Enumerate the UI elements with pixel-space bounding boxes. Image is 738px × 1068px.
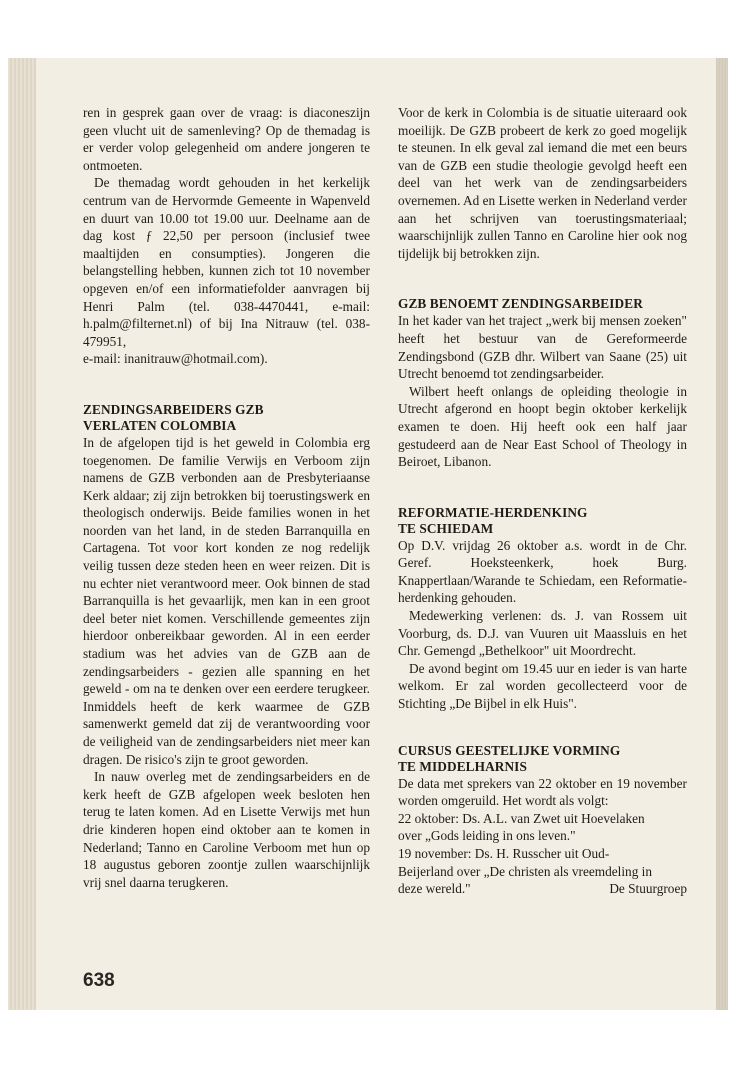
paragraph: ren in gesprek gaan over de vraag: is diaconeszijn geen vlucht uit de samenleving? Op de themadag is er verder volop gelegenheid om andere jongeren te ontmoeten. <box>83 105 370 173</box>
paragraph-email: e-mail: inanitrauw@hotmail.com). <box>83 351 268 367</box>
page-edges-left <box>8 58 38 1010</box>
heading-line: TE SCHIEDAM <box>398 520 494 536</box>
heading-line: ZENDINGSARBEIDERS GZB <box>83 401 264 417</box>
schedule-line: 19 november: Ds. H. Russcher uit Oud- <box>398 846 610 861</box>
article-heading <box>398 296 687 312</box>
article-heading <box>398 505 687 537</box>
schedule-line: deze wereld." <box>398 881 471 897</box>
paragraph: Wilbert heeft onlangs de opleiding theologie in Utrecht afgerond en hoopt begin oktober kerkelijk examen te doen. Hij heeft ook een half jaar gestudeerd aan de Near East School of Theology in Beiroet, Libanon. <box>398 383 687 470</box>
schedule-line: over „Gods leiding in ons leven." <box>398 828 576 844</box>
paragraph: De themadag wordt gehouden in het kerkelijk centrum van de Hervormde Gemeente in Wapenveld en duurt van 10.00 tot 19.00 uur. Deelname aan de dag kost ƒ 22,50 per persoon (inclusief twee maaltijden en consumpties). Jongeren die belangstelling hebben, kunnen zich tot 10 november opgeven en/of een informatiefolder aanvragen bij Henri Palm (tel. 038-4470441, e-mail: h.palm@filternet.nl) of bij Ina Nitrauw (tel. 038-479951, <box>83 175 370 349</box>
heading-line: GZB BENOEMT ZENDINGSARBEIDER <box>398 296 643 312</box>
heading-line: CURSUS GEESTELIJKE VORMING <box>398 742 621 758</box>
page-number: 638 <box>83 970 115 991</box>
closing-row <box>398 880 687 898</box>
paragraph: In nauw overleg met de zendingsarbeiders en de kerk heeft de GZB afgelopen week besloten hen terug te laten komen. Ad en Lisette Verwijs met hun drie kinderen hopen eind oktober aan te komen in Nederland; Tanno en Caroline Verboom met hun op 18 augustus geboren zoontje zullen waarschijnlijk vrij snel daarna terugkeren. <box>83 769 370 890</box>
heading-line: TE MIDDELHARNIS <box>398 758 527 774</box>
paragraph: De data met sprekers van 22 oktober en 19 november worden omgeruild. Het wordt als volgt: <box>398 775 687 809</box>
schedule-line: Beijerland over „De christen als vreemdeling in <box>398 863 653 879</box>
schedule-line: 22 oktober: Ds. A.L. van Zwet uit Hoevelaken <box>398 810 645 826</box>
paragraph: De avond begint om 19.45 uur en ieder is van harte welkom. Er zal worden gecollecteerd voor de Stichting „De Bijbel in elk Huis". <box>398 660 687 712</box>
paragraph: Op D.V. vrijdag 26 oktober a.s. wordt in de Chr. Geref. Hoeksteenkerk, hoek Burg. Knappertlaan/Warande te Schiedam, een Reformatie-herdenking gehouden. <box>398 537 687 606</box>
heading-line: VERLATEN COLOMBIA <box>83 417 237 433</box>
right-column <box>398 104 687 898</box>
paragraph: In de afgelopen tijd is het geweld in Colombia erg toegenomen. De familie Verwijs en Verboom zijn namens de GZB verbonden aan de Presbyteriaanse Kerk aldaar; zij zijn betrokken bij toerustingswerk en theologisch onderwijs. Beide families wonen in het noorden van het land, in de steden Barranquilla en Cartagena. Tot voor kort konden ze nog redelijk veilig tussen deze steden heen en weer reizen. Dit is nu echter niet verantwoord meer. Ook binnen de stad Barranquilla is het gevaarlijk, men kan in een groot deel beter niet komen. Verschillende gemeentes zijn hierdoor onbereikbaar geworden. Al in een eerder stadium was het advies van de GZB aan de zendingsarbeiders - gezien alle spanning en het geweld - om na te denken over een eerdere terugkeer. Inmiddels heeft de kerk waarmee de GZB samenwerkt gemeld dat zij de verantwoording voor de veiligheid van de zendingsarbeiders niet meer kan dragen. De risico's zijn te groot geworden. <box>83 434 370 767</box>
article-heading <box>398 743 687 775</box>
paragraph: Voor de kerk in Colombia is de situatie uiteraard ook moeilijk. De GZB probeert de kerk zo goed mogelijk te steunen. In elk geval zal iemand die met een beurs van de GZB een studie theologie gevolgd heeft een deel van het werk van de zendingsarbeiders overnemen. Ad en Lisette werken in Nederland verder aan het schrijven van toerustingsmateriaal; waarschijnlijk zullen Tanno en Caroline hier ook nog tijdelijk bij betrokken zijn. <box>398 105 687 261</box>
paragraph: Medewerking verlenen: ds. J. van Rossem uit Voorburg, ds. D.J. van Vuuren uit Maassluis en het Chr. Gemengd „Bethelkoor" uit Moordrecht. <box>398 608 687 659</box>
signature: De Stuurgroep <box>609 881 687 897</box>
paragraph: In het kader van het traject „werk bij mensen zoeken" heeft het bestuur van de Gereformeerde Zendingsbond (GZB dhr. Wilbert van Saane (25) uit Utrecht benoemd tot zendingsarbeider. <box>398 313 687 382</box>
article-heading <box>83 402 370 434</box>
heading-line: REFORMATIE-HERDENKING <box>398 504 588 520</box>
left-column <box>83 104 370 891</box>
